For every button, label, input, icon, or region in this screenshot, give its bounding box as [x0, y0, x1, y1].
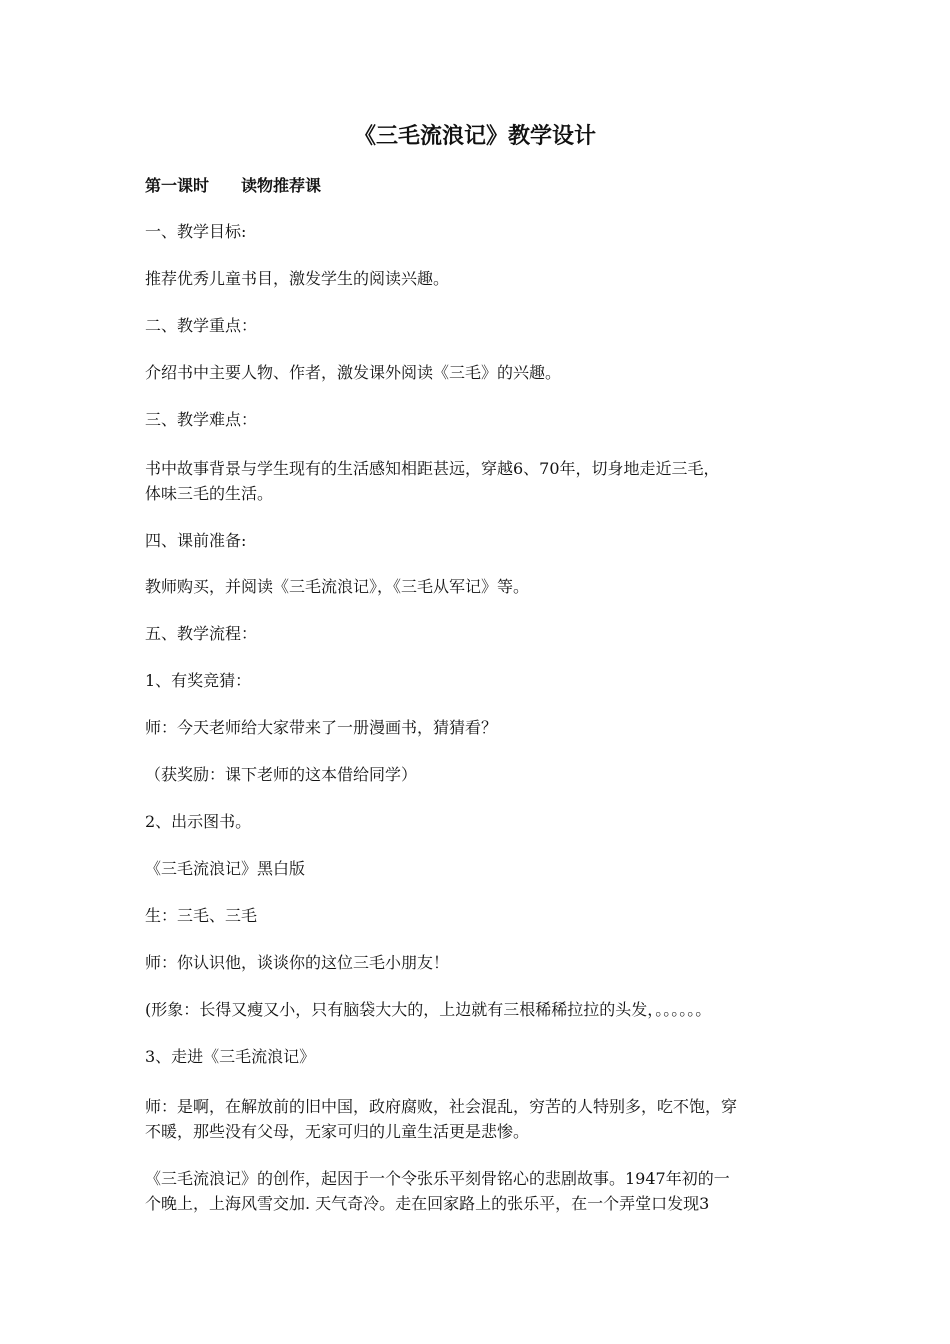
teacher-context-line-2: 不暖，那些没有父母，无家可归的儿童生活更是悲惨。	[145, 1122, 530, 1141]
document-title: 《三毛流浪记》教学设计	[353, 123, 596, 149]
section-heading-preparation: 四、课前准备:	[145, 531, 247, 550]
teacher-line-introduce: 师：你认识他，谈谈你的这位三毛小朋友！	[145, 953, 450, 972]
teacher-line-guessing: 师：今天老师给大家带来了一册漫画书，猜猜看？	[145, 718, 498, 737]
paragraph-difficulties-line-2: 体味三毛的生活。	[145, 484, 274, 503]
creation-story-line-2: 个晚上，上海风雪交加. 天气奇冷。走在回家路上的张乐平，在一个弄堂口发现3	[145, 1194, 710, 1213]
student-response: 生：三毛、三毛	[145, 906, 258, 925]
paragraph-difficulties-line-1: 书中故事背景与学生现有的生活感知相距甚远，穿越6、70年，切身地走近三毛，	[145, 459, 720, 478]
section-heading-process: 五、教学流程：	[145, 624, 258, 643]
creation-story-line-1: 《三毛流浪记》的创作，起因于一个令张乐平刻骨铭心的悲剧故事。1947年初的一	[145, 1169, 730, 1188]
paragraph-preparation: 教师购买，并阅读《三毛流浪记》，《三毛从军记》等。	[145, 577, 530, 596]
step-enter-book-heading: 3、走进《三毛流浪记》	[145, 1047, 316, 1066]
step-guessing-heading: 1、有奖竞猜：	[145, 671, 252, 690]
section-heading-objectives: 一、教学目标:	[145, 222, 247, 241]
reward-note: （获奖励：课下老师的这本借给同学）	[145, 765, 418, 784]
character-description: (形象：长得又瘦又小，只有脑袋大大的，上边就有三根稀稀拉拉的头发，。。。。。。	[145, 1000, 712, 1019]
section-heading-difficulties: 三、教学难点：	[145, 410, 258, 429]
lesson-type: 读物推荐课	[241, 176, 322, 195]
paragraph-objectives: 推荐优秀儿童书目，激发学生的阅读兴趣。	[145, 269, 450, 288]
book-edition-line: 《三毛流浪记》黑白版	[145, 859, 306, 878]
lesson-number: 第一课时	[145, 176, 210, 195]
lesson-heading	[145, 174, 810, 198]
step-show-book-heading: 2、出示图书。	[145, 812, 252, 831]
section-heading-key-points: 二、教学重点：	[145, 316, 258, 335]
teacher-context-line-1: 师：是啊，在解放前的旧中国，政府腐败，社会混乱，穷苦的人特别多，吃不饱，穿	[145, 1097, 738, 1116]
paragraph-key-points: 介绍书中主要人物、作者，激发课外阅读《三毛》的兴趣。	[145, 363, 562, 382]
